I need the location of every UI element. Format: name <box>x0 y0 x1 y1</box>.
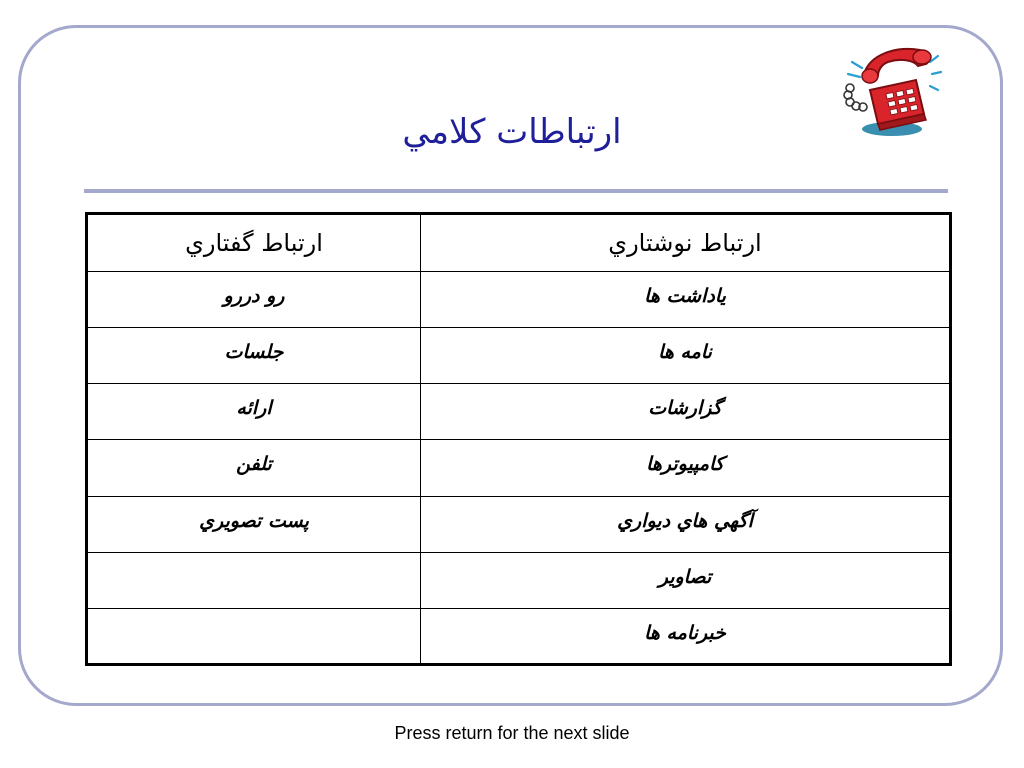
oral-cell: جلسات <box>87 328 421 384</box>
table-row <box>87 328 951 384</box>
written-cell: نامه ها <box>421 328 951 384</box>
table-row <box>87 496 951 552</box>
written-cell: ياداشت ها <box>421 272 951 328</box>
next-slide-hint: Press return for the next slide <box>394 723 630 743</box>
oral-cell <box>87 552 421 608</box>
header-written-communication: ارتباط نوشتاري <box>421 214 951 272</box>
telephone-icon <box>834 40 942 140</box>
oral-cell: پست تصويري <box>87 496 421 552</box>
written-cell: کامپيوترها <box>421 440 951 496</box>
table-header-row <box>87 214 951 272</box>
written-cell: تصاوير <box>421 552 951 608</box>
slide-title: ارتباطات کلامي <box>402 112 622 152</box>
written-cell: آگهي هاي ديواري <box>421 496 951 552</box>
oral-cell <box>87 608 421 664</box>
oral-cell: تلفن <box>87 440 421 496</box>
table-row <box>87 384 951 440</box>
written-cell: گزارشات <box>421 384 951 440</box>
table-row <box>87 608 951 664</box>
table-row <box>87 440 951 496</box>
communication-table <box>85 212 952 666</box>
title-divider <box>84 189 948 193</box>
oral-cell: رو دررو <box>87 272 421 328</box>
header-oral-communication: ارتباط گفتاري <box>87 214 421 272</box>
table-row <box>87 552 951 608</box>
written-cell: خبرنامه ها <box>421 608 951 664</box>
oral-cell: ارائه <box>87 384 421 440</box>
table-row <box>87 272 951 328</box>
